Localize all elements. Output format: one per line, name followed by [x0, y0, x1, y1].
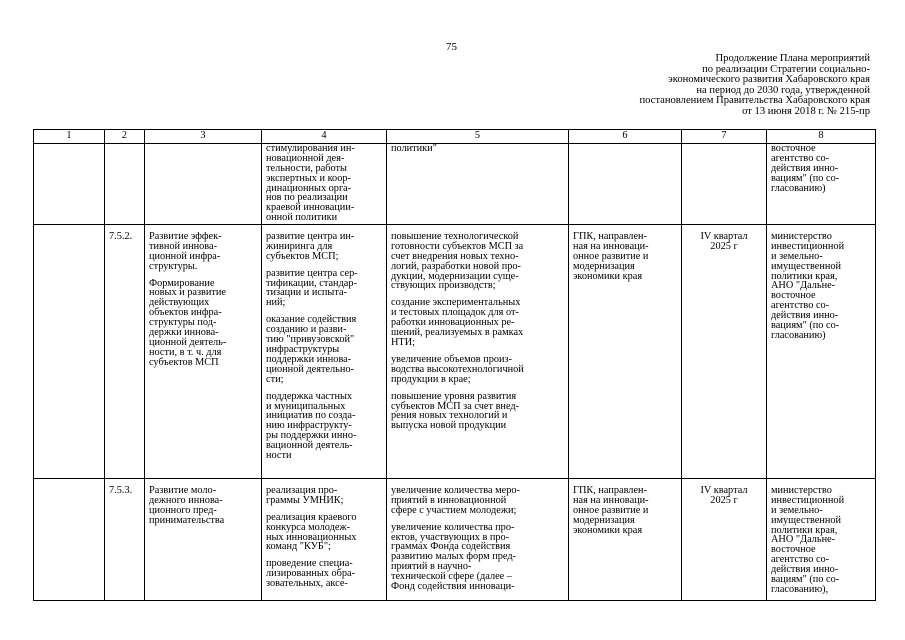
column-number-row	[34, 130, 876, 144]
header-line: постановлением Правительства Хабаровского края	[639, 95, 870, 107]
cell-results-paragraph: создание экспериментальных и тестовых площадок для от- работки инновационных ре- шений, реализуемых в рамках НТИ;	[391, 297, 524, 348]
cell-item-number: 7.5.2.	[105, 224, 145, 478]
cell-results-paragraph: политики"	[391, 142, 437, 154]
cell-results	[387, 143, 569, 224]
cell-responsible: министерство инвестиционной и земельно- имущественной политики края, АНО "Дальне- восточное агентство со- действия инно- вациям" (по со- гласованию),	[767, 478, 876, 600]
cell-activities	[262, 143, 387, 224]
cell-results-paragraph: повышение уровня развития субъектов МСП за счет внед- рения новых технологий и выпуска новой продукции	[391, 390, 520, 432]
table-row	[34, 143, 876, 224]
cell-deadline: IV квартал 2025 г	[682, 478, 767, 600]
cell-col1	[34, 224, 105, 478]
cell-activities-paragraph: реализация краевого конкурса молодеж- ных инновационных команд "КУБ";	[266, 511, 357, 553]
column-header: 2	[105, 130, 145, 144]
column-header: 4	[262, 130, 387, 144]
cell-activities-paragraph: реализация про- граммы УМНИК;	[266, 484, 344, 506]
cell-results	[387, 224, 569, 478]
column-header: 1	[34, 130, 105, 144]
header-line: по реализации Стратегии социально-	[702, 63, 870, 75]
column-header: 8	[767, 130, 876, 144]
cell-deadline	[682, 143, 767, 224]
header-line: экономического развития Хабаровского края	[668, 74, 870, 86]
cell-activities	[262, 224, 387, 478]
cell-results-paragraph: увеличение количества про- ектов, участвующих в про- граммах Фонда содействия развитию малых форм пред- приятий в научно- технической сфере (далее – Фонд содействия инноваци-	[391, 521, 516, 593]
cell-results-paragraph: повышение технологической готовности субъектов МСП за счет внедрения новых техно- логий, разработки новой про- дукции, модернизации суще- ствующих производств;	[391, 230, 524, 292]
document-header	[510, 54, 870, 118]
cell-activities-paragraph: оказание содействия созданию и разви- тию "привузовской" инфраструктуры поддержки иннова- ционной деятельно- сти;	[266, 314, 357, 385]
cell-measure-title-paragraph: Развитие моло- дежного иннова- ционного пред- принимательства	[149, 484, 225, 526]
table-body	[34, 143, 876, 600]
column-header: 5	[387, 130, 569, 144]
cell-program: ГПК, направлен- ная на инновaци- онное развитие и модернизация экономики края	[569, 224, 682, 478]
column-header: 6	[569, 130, 682, 144]
cell-measure-title	[145, 143, 262, 224]
cell-item-number	[105, 143, 145, 224]
header-line: от 13 июня 2018 г. № 215-пр	[742, 105, 870, 117]
cell-activities	[262, 478, 387, 600]
cell-responsible: министерство инвестиционной и земельно- имущественной политики края, АНО "Дальне- восточное агентство со- действия инно- вациям" (по со- гласованию)	[767, 224, 876, 478]
table-row	[34, 478, 876, 600]
column-header: 7	[682, 130, 767, 144]
cell-item-number: 7.5.3.	[105, 478, 145, 600]
cell-measure-title-paragraph: Формирование новых и развитие действующих объектов инфра- структуры под- держки иннова- ционной деятель- ности, в т. ч. для субъектов МСП	[149, 277, 227, 368]
cell-results	[387, 478, 569, 600]
cell-deadline: IV квартал 2025 г	[682, 224, 767, 478]
table-row	[34, 224, 876, 478]
cell-program	[569, 143, 682, 224]
cell-results-paragraph: увеличение количества меро- приятий в инновационной сфере с участием молодежи;	[391, 484, 520, 516]
cell-measure-title-paragraph: Развитие эффек- тивной иннова- ционной инфра- структуры.	[149, 230, 222, 272]
cell-col1	[34, 143, 105, 224]
cell-results-paragraph: увеличение объемов произ- водства высокотехнологичной продукции в крае;	[391, 353, 524, 385]
plan-table	[33, 129, 876, 601]
cell-activities-paragraph: поддержка частных и муниципальных инициатив по созда- нию инфраструкту- ры поддержки инно- вационной деятель- ности	[266, 390, 357, 462]
cell-measure-title	[145, 224, 262, 478]
header-line: Продолжение Плана мероприятий	[715, 53, 870, 64]
cell-responsible: восточное агентство со- действия инно- вациям" (по со- гласованию)	[767, 143, 876, 224]
cell-activities-paragraph: развитие центра ин- жиниринга для субъектов МСП;	[266, 230, 355, 262]
cell-program: ГПК, направлен- ная на инновaци- онное развитие и модернизация экономики края	[569, 478, 682, 600]
header-line: на период до 2030 года, утвержденной	[696, 84, 870, 96]
cell-activities-paragraph: развитие центра сер- тификации, стандар- тизации и испыта- ний;	[266, 267, 358, 309]
column-header: 3	[145, 130, 262, 144]
cell-col1	[34, 478, 105, 600]
cell-activities-paragraph: стимулирования ин- новационной дея- тельности, работы экспертных и коор- динационных орга- нов по реализации краевой инновации- онной политики	[266, 142, 355, 224]
page-number: 75	[446, 41, 457, 53]
cell-measure-title	[145, 478, 262, 600]
cell-activities-paragraph: проведение специа- лизированных обра- зовательных, аксе-	[266, 558, 356, 590]
